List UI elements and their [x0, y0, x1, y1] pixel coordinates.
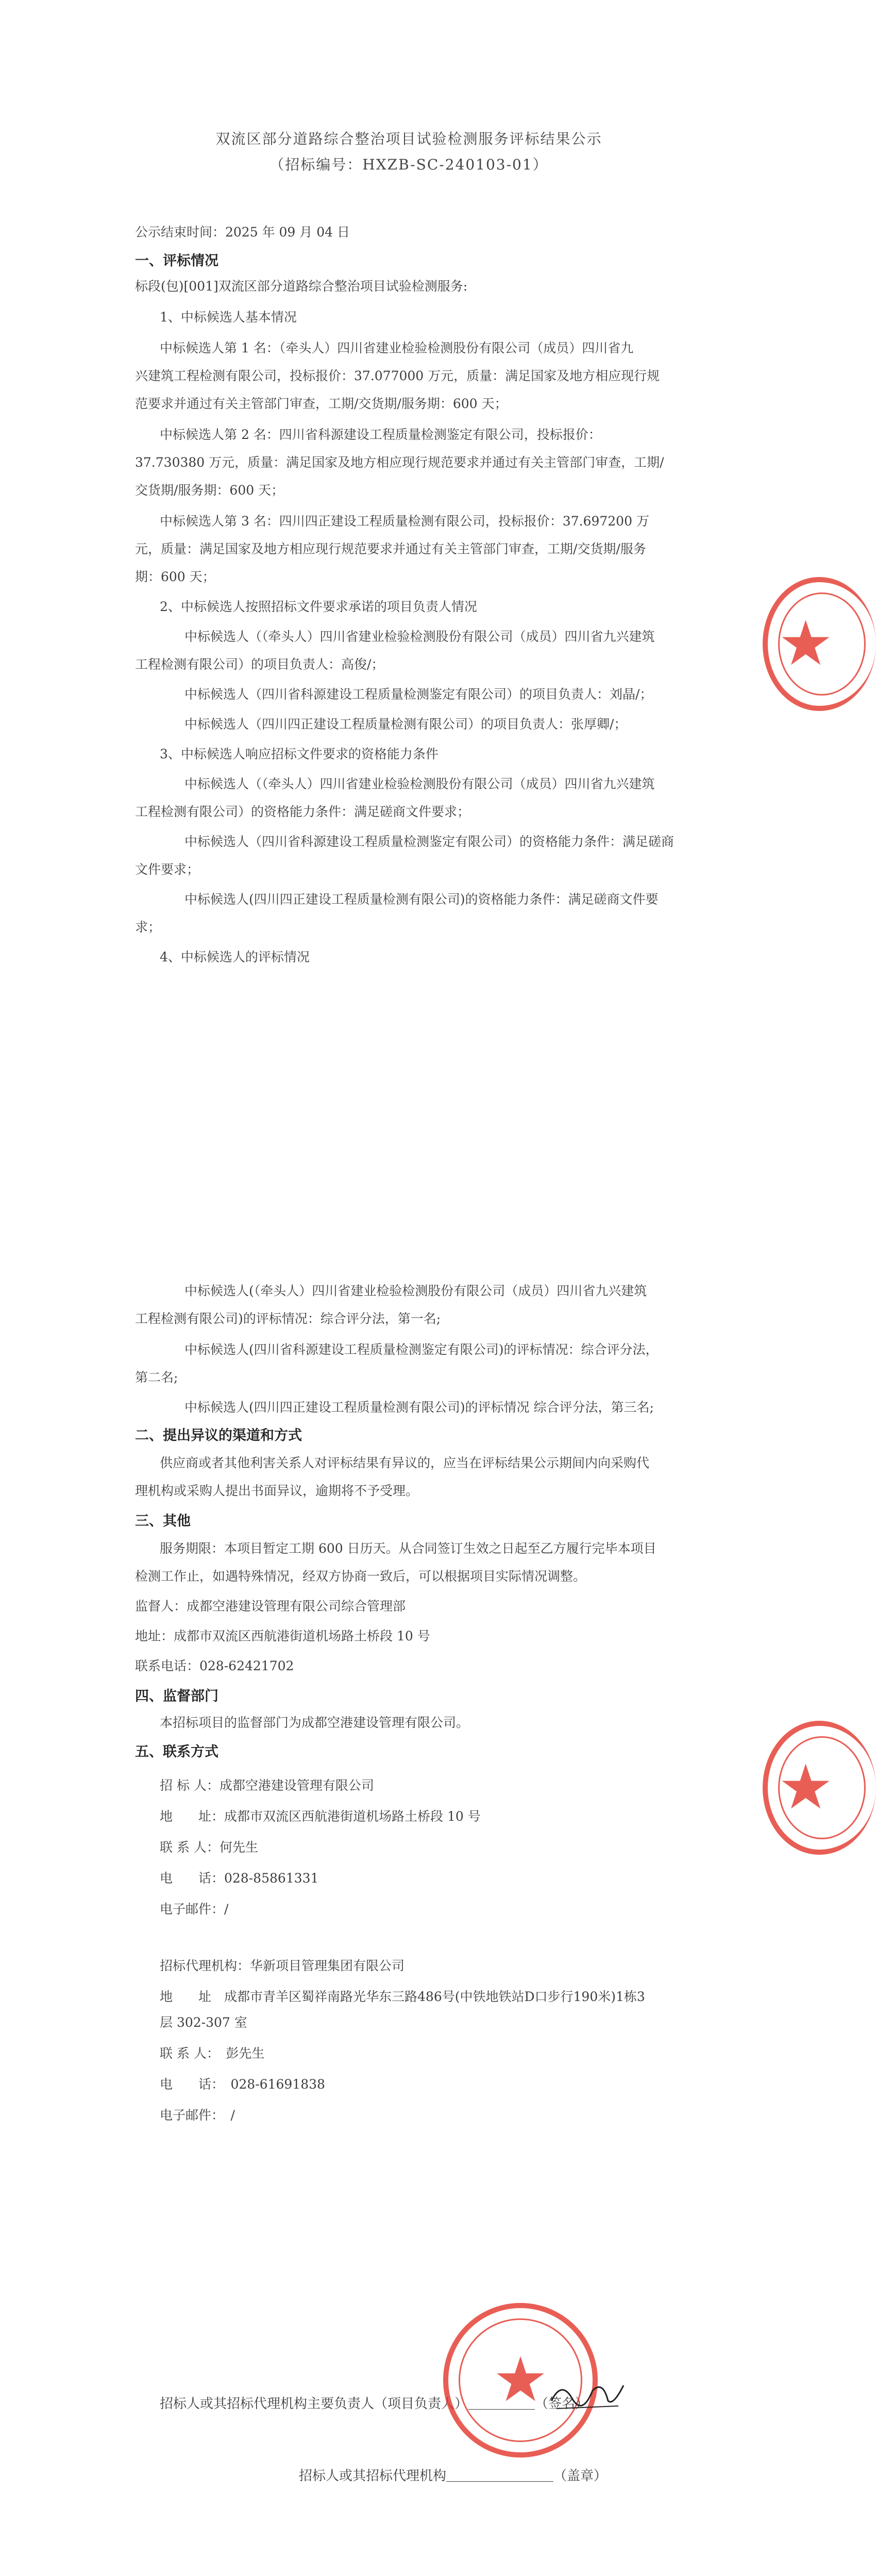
- supervision-text: 本招标项目的监督部门为成都空港建设管理有限公司。: [160, 1715, 469, 1730]
- leader-2: 中标候选人（四川省科源建设工程质量检测鉴定有限公司）的项目负责人：刘晶/；: [184, 687, 653, 702]
- subheading-evaluation-result: 4、中标候选人的评标情况: [160, 950, 310, 964]
- document-title: 双流区部分道路综合整治项目试验检测服务评标结果公示: [215, 130, 602, 147]
- bidder-email: 电子邮件：/: [160, 1902, 229, 1917]
- section-heading-evaluation: 一、评标情况: [135, 253, 218, 269]
- seal-stamp-page-2: ★: [763, 1721, 876, 1855]
- leader-1-line-2: 工程检测有限公司）的项目负责人：高俊/；: [135, 657, 384, 672]
- qualification-2-line-2: 文件要求；: [135, 862, 200, 877]
- evaluation-2-line-2: 第二名;: [135, 1370, 178, 1385]
- leader-1-line-1: 中标候选人（（牵头人）四川省建业检验检测股份有限公司（成员）四川省九兴建筑: [184, 629, 655, 644]
- leader-3: 中标候选人（四川四正建设工程质量检测有限公司）的项目负责人：张厚卿/；: [184, 717, 627, 732]
- candidate-2-line-2: 37.730380 万元，质量：满足国家及地方相应现行规范要求并通过有关主管部门审查，工期/: [135, 455, 664, 470]
- candidate-2-line-3: 交货期/服务期：600 天；: [135, 483, 284, 498]
- evaluation-3: 中标候选人(四川四正建设工程质量检测有限公司)的评标情况 综合评分法，第三名;: [184, 1400, 654, 1415]
- qualification-1-line-1: 中标候选人（（牵头人）四川省建业检验检测股份有限公司（成员）四川省九兴建筑: [184, 776, 655, 791]
- lot-label: 标段(包)[001]双流区部分道路综合整治项目试验检测服务:: [135, 279, 468, 294]
- objection-text-line-2: 理机构或采购人提出书面异议，逾期将不予受理。: [135, 1483, 419, 1498]
- section-heading-contact: 五、联系方式: [135, 1744, 218, 1760]
- candidate-3-line-1: 中标候选人第 3 名：四川四正建设工程质量检测有限公司，投标报价：37.697200 万: [160, 514, 649, 529]
- section-heading-other: 三、其他: [135, 1513, 191, 1529]
- qualification-3-line-1: 中标候选人(四川四正建设工程质量检测有限公司)的资格能力条件：满足磋商文件要: [184, 892, 659, 907]
- bidder-contact: 联 系 人：何先生: [160, 1840, 258, 1855]
- subheading-basic-info: 1、中标候选人基本情况: [160, 310, 297, 325]
- handwritten-signature: [546, 2370, 629, 2416]
- agent-phone: 电 话： 028-61691838: [160, 2077, 325, 2092]
- tender-number: （招标编号：HXZB-SC-240103-01）: [269, 156, 548, 173]
- evaluation-1-line-2: 工程检测有限公司)的评标情况：综合评分法，第一名;: [135, 1311, 441, 1326]
- agent-address-line-1: 地 址 成都市青羊区蜀祥南路光华东三路486号(中铁地铁站D口步行190米)1栋3: [160, 1989, 645, 2004]
- section-heading-objection: 二、提出异议的渠道和方式: [135, 1428, 302, 1444]
- agent-email: 电子邮件： /: [160, 2108, 235, 2123]
- notice-end-time: 公示结束时间：2025 年 09 月 04 日: [135, 225, 350, 240]
- evaluation-1-line-1: 中标候选人(（牵头人）四川省建业检验检测股份有限公司（成员）四川省九兴建筑: [184, 1283, 647, 1298]
- bidder-address: 地 址：成都市双流区西航港街道机场路土桥段 10 号: [160, 1809, 481, 1824]
- supervisor-address: 地址：成都市双流区西航港街道机场路土桥段 10 号: [135, 1629, 430, 1643]
- seal-stamp-page-1: ★: [763, 577, 876, 711]
- qualification-1-line-2: 工程检测有限公司）的资格能力条件：满足磋商文件要求；: [135, 804, 470, 819]
- qualification-3-line-2: 求；: [135, 920, 161, 935]
- service-period-line-1: 服务期限：本项目暂定工期 600 日历天。从合同签订生效之日起至乙方履行完毕本项目: [160, 1541, 656, 1556]
- supervisor-label: 监督人：成都空港建设管理有限公司综合管理部: [135, 1599, 406, 1614]
- candidate-1-line-3: 范要求并通过有关主管部门审查，工期/交货期/服务期：600 天；: [135, 396, 508, 411]
- candidate-2-line-1: 中标候选人第 2 名：四川省科源建设工程质量检测鉴定有限公司，投标报价：: [160, 427, 601, 442]
- candidate-3-line-3: 期：600 天；: [135, 569, 215, 584]
- section-heading-supervision: 四、监督部门: [135, 1688, 218, 1704]
- signature-line-leader: 招标人或其招标代理机构主要负责人（项目负责人）＿＿＿＿＿（签名）: [160, 2396, 589, 2412]
- supervisor-phone: 联系电话：028-62421702: [135, 1658, 294, 1673]
- agent-contact: 联 系 人： 彭先生: [160, 2046, 265, 2061]
- qualification-2-line-1: 中标候选人（四川省科源建设工程质量检测鉴定有限公司）的资格能力条件：满足磋商: [184, 834, 675, 849]
- bidder-phone: 电 话：028-85861331: [160, 1871, 319, 1886]
- signature-line-stamp: 招标人或其招标代理机构＿＿＿＿＿＿＿＿（盖章）: [299, 2468, 608, 2484]
- candidate-1-line-2: 兴建筑工程检测有限公司，投标报价：37.077000 万元，质量：满足国家及地方相应现行规: [135, 368, 660, 383]
- agent-name: 招标代理机构：华新项目管理集团有限公司: [160, 1958, 405, 1973]
- candidate-3-line-2: 元，质量：满足国家及地方相应现行规范要求并通过有关主管部门审查，工期/交货期/服务: [135, 541, 646, 556]
- company-seal-stamp: ★: [443, 2303, 598, 2458]
- service-period-line-2: 检测工作止，如遇特殊情况，经双方协商一致后，可以根据项目实际情况调整。: [135, 1569, 586, 1584]
- agent-address-line-2: 层 302-307 室: [160, 2015, 247, 2030]
- bidder-name: 招 标 人：成都空港建设管理有限公司: [160, 1778, 374, 1793]
- evaluation-2-line-1: 中标候选人(四川省科源建设工程质量检测鉴定有限公司)的评标情况：综合评分法，: [184, 1342, 659, 1357]
- objection-text-line-1: 供应商或者其他利害关系人对评标结果有异议的，应当在评标结果公示期间内向采购代: [160, 1455, 650, 1470]
- candidate-1-line-1: 中标候选人第 1 名：（牵头人）四川省建业检验检测股份有限公司（成员）四川省九: [160, 341, 634, 355]
- subheading-project-leader: 2、中标候选人按照招标文件要求承诺的项目负责人情况: [160, 599, 477, 614]
- subheading-qualification: 3、中标候选人响应招标文件要求的资格能力条件: [160, 747, 439, 761]
